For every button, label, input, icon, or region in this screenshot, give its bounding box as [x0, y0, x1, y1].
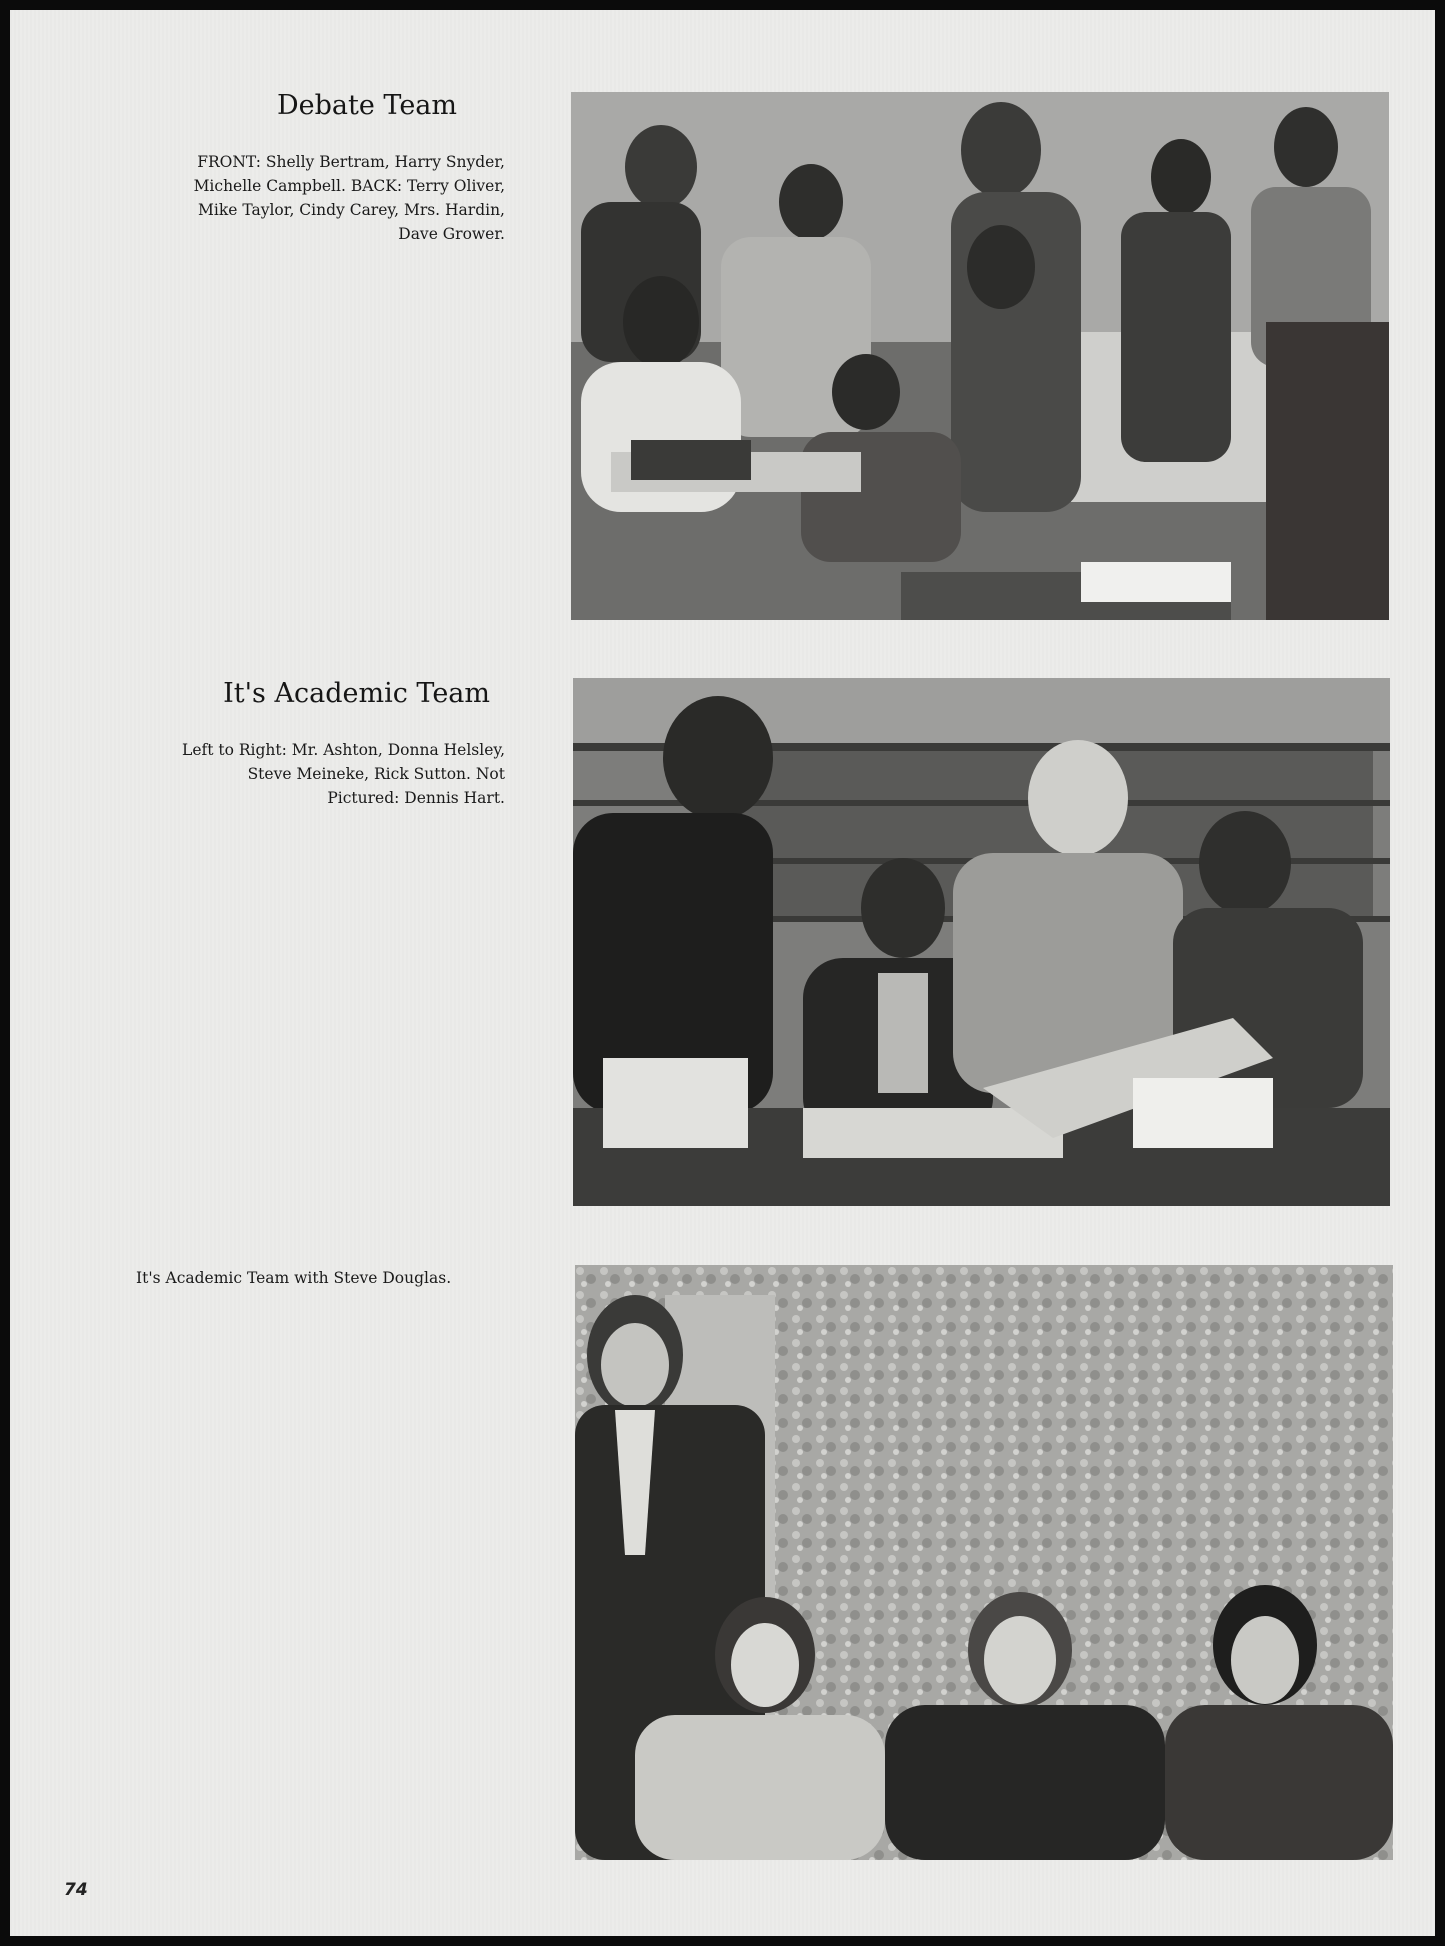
caption-line: It's Academic Team with Steve Douglas. [136, 1269, 452, 1287]
page-number: 74 [64, 1880, 88, 1900]
academic-team-title: It's Academic Team [223, 678, 490, 709]
academic-team-photo [573, 678, 1390, 1206]
debate-team-title: Debate Team [276, 90, 457, 121]
caption-line: Michelle Campbell. BACK: Terry Oliver, [193, 177, 505, 195]
yearbook-page [10, 10, 1435, 1936]
caption-line: Steve Meineke, Rick Sutton. Not [247, 765, 505, 783]
caption-line: Pictured: Dennis Hart. [327, 789, 505, 807]
caption-line: Left to Right: Mr. Ashton, Donna Helsley, [182, 741, 505, 759]
caption-line: Mike Taylor, Cindy Carey, Mrs. Hardin, [198, 201, 505, 219]
academic-team-caption [182, 738, 505, 810]
caption-line: FRONT: Shelly Bertram, Harry Snyder, [197, 153, 505, 171]
academic-douglas-photo [575, 1265, 1393, 1860]
academic-douglas-caption [136, 1266, 451, 1290]
caption-line: Dave Grower. [398, 225, 505, 243]
debate-team-photo [571, 92, 1389, 620]
debate-team-caption [194, 150, 505, 246]
